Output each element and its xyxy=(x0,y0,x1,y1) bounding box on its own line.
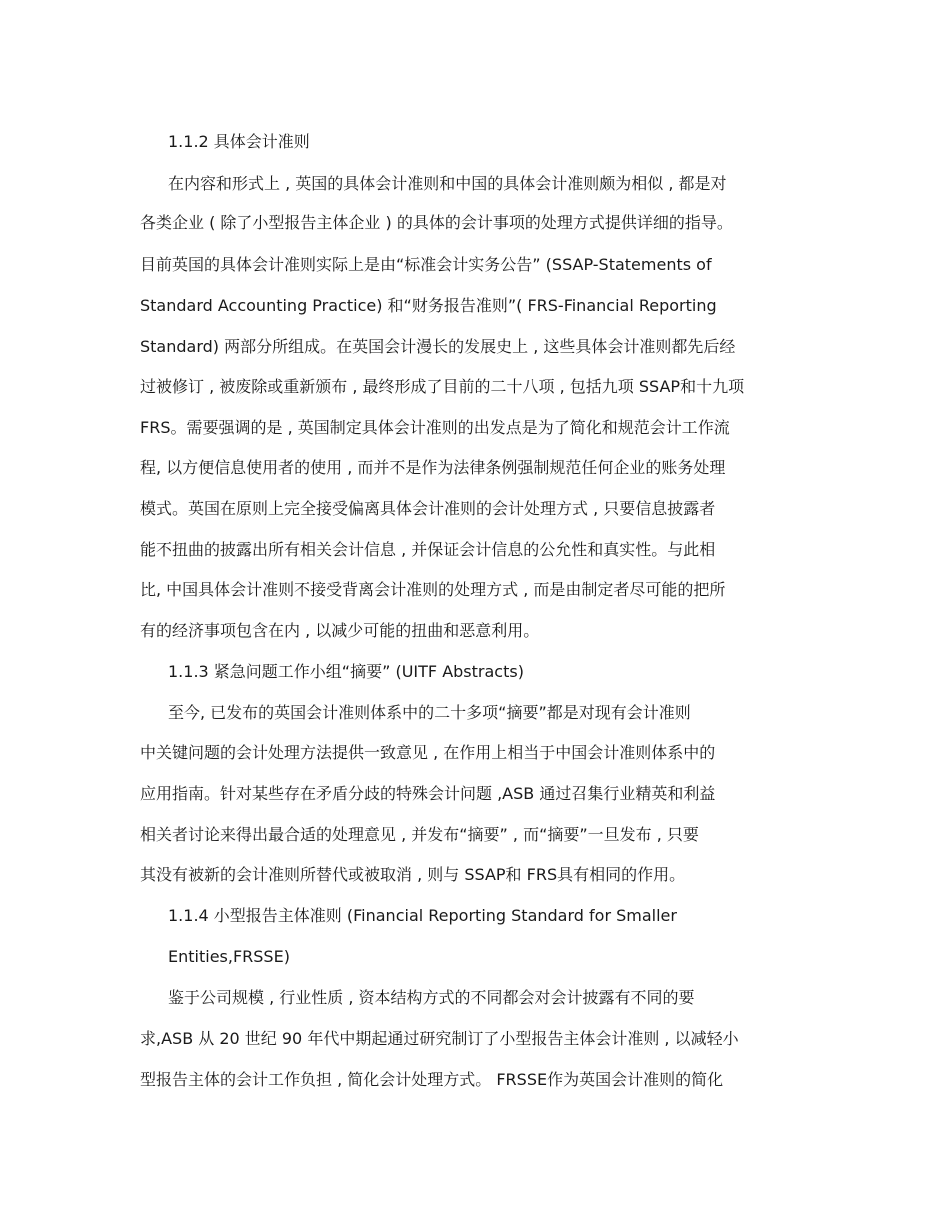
section-heading-1-1-3: 1.1.3 紧急问题工作小组“摘要” (UITF Abstracts) xyxy=(168,662,524,681)
paragraph-line: 型报告主体的会计工作负担 , 简化会计处理方式。 FRSSE作为英国会计准则的简化 xyxy=(140,1070,724,1089)
paragraph-line: Standard) 两部分所组成。在英国会计漫长的发展史上 , 这些具体会计准则都先后经 xyxy=(140,337,736,356)
paragraph-line: 有的经济事项包含在内 , 以减少可能的扭曲和恶意利用。 xyxy=(140,621,540,640)
paragraph-line: 至今, 已发布的英国会计准则体系中的二十多项“摘要”都是对现有会计准则 xyxy=(168,703,691,722)
paragraph-line: 目前英国的具体会计准则实际上是由“标准会计实务公告” (SSAP-Statements of xyxy=(140,255,712,274)
paragraph-line: 其没有被新的会计准则所替代或被取消 , 则与 SSAP和 FRS具有相同的作用。 xyxy=(140,865,686,884)
paragraph-line: 相关者讨论来得出最合适的处理意见 , 并发布“摘要” , 而“摘要”一旦发布 , 只要 xyxy=(140,825,699,844)
paragraph-line: 在内容和形式上 , 英国的具体会计准则和中国的具体会计准则颇为相似 , 都是对 xyxy=(168,174,727,193)
paragraph-line: 应用指南。针对某些存在矛盾分歧的特殊会计问题 ,ASB 通过召集行业精英和利益 xyxy=(140,784,716,803)
paragraph-line: 中关键问题的会计处理方法提供一致意见 , 在作用上相当于中国会计准则体系中的 xyxy=(140,743,716,762)
paragraph-line: FRS。需要强调的是 , 英国制定具体会计准则的出发点是为了简化和规范会计工作流 xyxy=(140,418,730,437)
paragraph-line: 鉴于公司规模 , 行业性质 , 资本结构方式的不同都会对会计披露有不同的要 xyxy=(168,988,695,1007)
section-heading-1-1-2: 1.1.2 具体会计准则 xyxy=(168,132,310,151)
paragraph-line: 各类企业 ( 除了小型报告主体企业 ) 的具体的会计事项的处理方式提供详细的指导。 xyxy=(140,213,733,232)
section-heading-1-1-4: 1.1.4 小型报告主体准则 (Financial Reporting Standard for Smaller xyxy=(168,906,677,925)
section-heading-1-1-4-continued: Entities,FRSSE) xyxy=(168,947,290,966)
paragraph-line: 模式。英国在原则上完全接受偏离具体会计准则的会计处理方式 , 只要信息披露者 xyxy=(140,499,716,518)
paragraph-line: 能不扭曲的披露出所有相关会计信息 , 并保证会计信息的公允性和真实性。与此相 xyxy=(140,540,716,559)
paragraph-line: 求,ASB 从 20 世纪 90 年代中期起通过研究制订了小型报告主体会计准则 , 以减轻小 xyxy=(140,1029,739,1048)
paragraph-line: 过被修订 , 被废除或重新颁布 , 最终形成了目前的二十八项 , 包括九项 SSAP和十九项 xyxy=(140,377,745,396)
paragraph-line: Standard Accounting Practice) 和“财务报告准则”( FRS-Financial Reporting xyxy=(140,296,717,315)
paragraph-line: 比, 中国具体会计准则不接受背离会计准则的处理方式 , 而是由制定者尽可能的把所 xyxy=(140,580,726,599)
paragraph-line: 程, 以方便信息使用者的使用 , 而并不是作为法律条例强制规范任何企业的账务处理 xyxy=(140,458,726,477)
